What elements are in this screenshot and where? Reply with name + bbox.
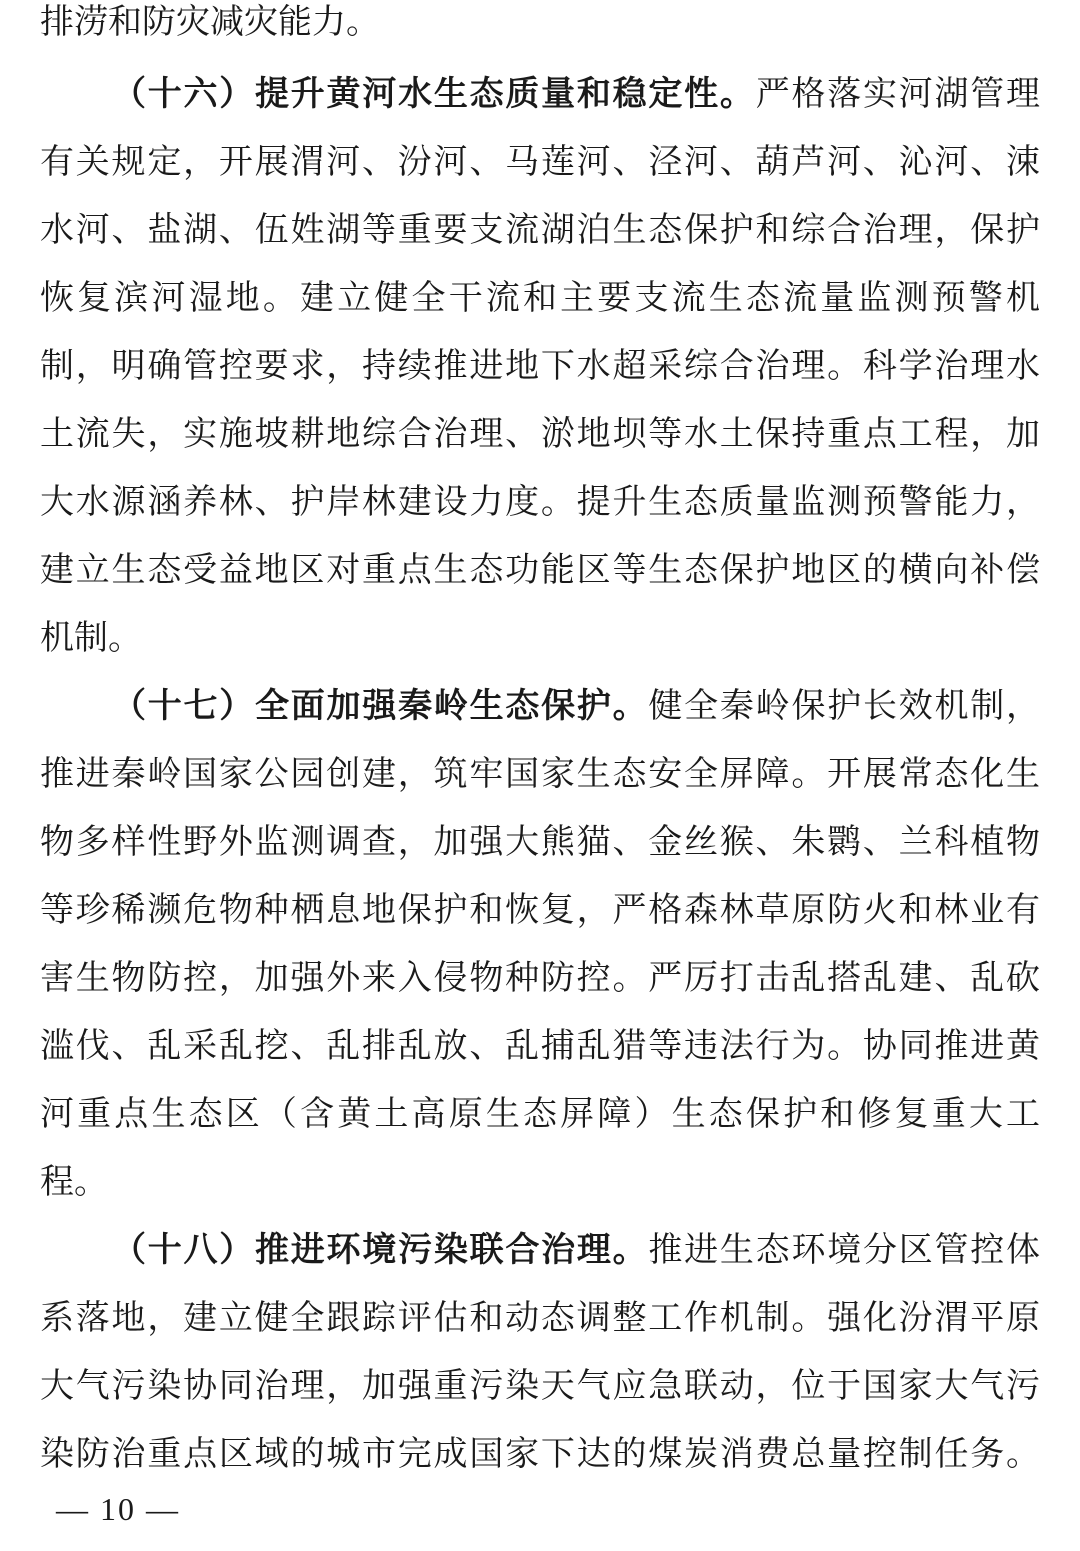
- paragraph-text: 推进生态环境分区管控体: [648, 1230, 1041, 1270]
- paragraph-text-line: 等珍稀濒危物种栖息地保护和恢复，严格森林草原防火和林业有: [40, 890, 1040, 930]
- paragraph-text-line: 恢复滨河湿地。建立健全干流和主要支流生态流量监测预警机: [40, 278, 1040, 318]
- paragraph-text-line: 程。: [40, 1162, 108, 1202]
- paragraph-text-line: 害生物防控，加强外来入侵物种防控。严厉打击乱搭乱建、乱砍: [40, 958, 1040, 998]
- paragraph-text-line: 大气污染协同治理，加强重污染天气应急联动，位于国家大气污: [40, 1366, 1040, 1406]
- paragraph-text-line: 大水源涵养林、护岸林建设力度。提升生态质量监测预警能力，: [40, 482, 1040, 522]
- section-heading-18: （十八）推进环境污染联合治理。: [112, 1230, 649, 1270]
- paragraph-text-line: 推进秦岭国家公园创建，筑牢国家生态安全屏障。开展常态化生: [40, 754, 1040, 794]
- paragraph-text-line: 物多样性野外监测调查，加强大熊猫、金丝猴、朱鹮、兰科植物: [40, 822, 1040, 862]
- paragraph-text-line: 滥伐、乱采乱挖、乱排乱放、乱捕乱猎等违法行为。协同推进黄: [40, 1026, 1040, 1066]
- section-heading-17: （十七）全面加强秦岭生态保护。: [112, 686, 649, 726]
- paragraph-18-first-line: [40, 1216, 1040, 1284]
- paragraph-text-line: 建立生态受益地区对重点生态功能区等生态保护地区的横向补偿: [40, 550, 1040, 590]
- paragraph-text-line: 河重点生态区（含黄土高原生态屏障）生态保护和修复重大工: [40, 1094, 1040, 1134]
- document-page: [40, 0, 1040, 1488]
- paragraph-text-line: 水河、盐湖、伍姓湖等重要支流湖泊生态保护和综合治理，保护: [40, 210, 1040, 250]
- paragraph-text: 严格落实河湖管理: [755, 74, 1041, 114]
- paragraph-text-line: 有关规定，开展渭河、汾河、马莲河、泾河、葫芦河、沁河、涑: [40, 142, 1040, 182]
- paragraph-text-line: 土流失，实施坡耕地综合治理、淤地坝等水土保持重点工程，加: [40, 414, 1040, 454]
- section-heading-16: （十六）提升黄河水生态质量和稳定性。: [112, 74, 756, 114]
- paragraph-16-first-line: [40, 60, 1040, 128]
- paragraph-text-line: 染防治重点区域的城市完成国家下达的煤炭消费总量控制任务。: [40, 1434, 1040, 1474]
- paragraph-text: 健全秦岭保护长效机制，: [648, 686, 1041, 726]
- paragraph-text-line: 排涝和防灾减灾能力。: [40, 2, 380, 42]
- paragraph-17-first-line: [40, 672, 1040, 740]
- paragraph-text-line: 系落地，建立健全跟踪评估和动态调整工作机制。强化汾渭平原: [40, 1298, 1040, 1338]
- page-number: — 10 —: [56, 1491, 180, 1527]
- paragraph-text-line: 机制。: [40, 618, 142, 658]
- paragraph-text-line: 制，明确管控要求，持续推进地下水超采综合治理。科学治理水: [40, 346, 1040, 386]
